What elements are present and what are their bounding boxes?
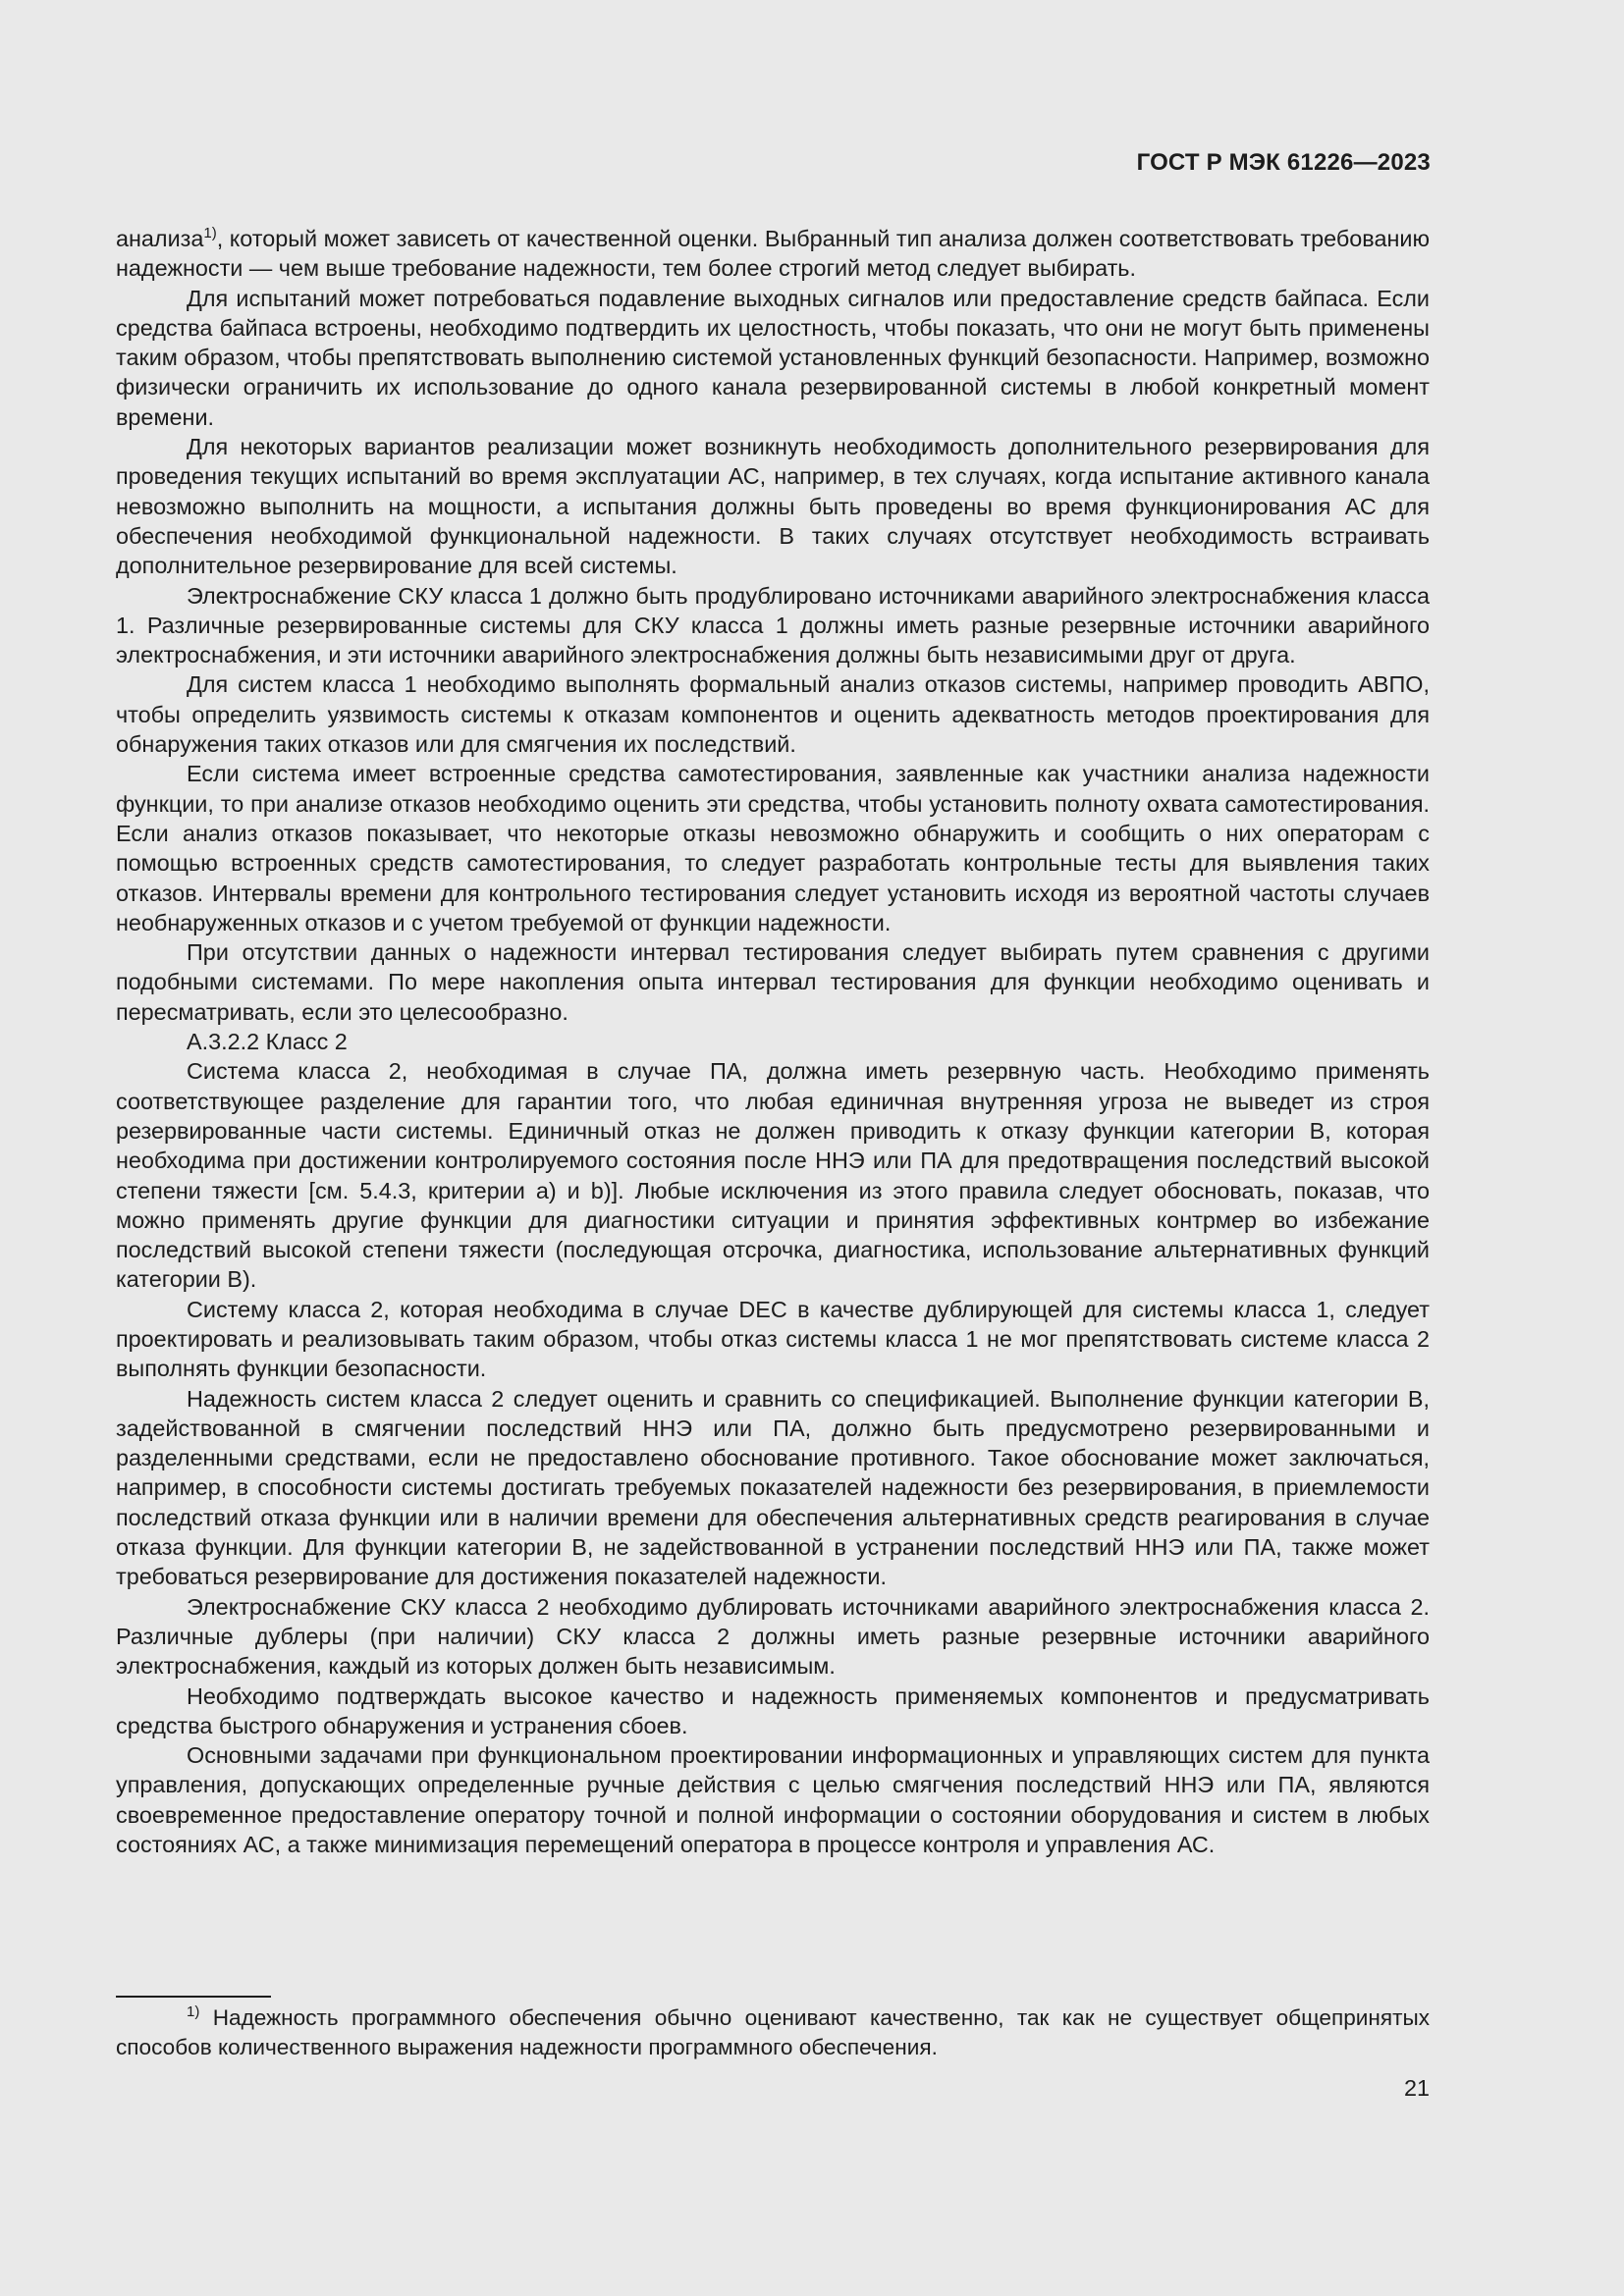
paragraph-11: Электроснабжение СКУ класса 2 необходимо дублировать источниками аварийного электроснабжения класса 2. Различные дублеры (при наличии) СКУ класса 2 должны иметь разные резервные источники аварийного электроснабжения, каждый из которых должен быть независимым.: [116, 1593, 1430, 1680]
body-text: [116, 224, 1430, 1859]
footnote: [116, 2003, 1430, 2062]
footnote-divider: [116, 1996, 271, 1998]
page-number: 21: [1403, 2075, 1430, 2101]
paragraph-13: Основными задачами при функциональном проектировании информационных и управляющих систем для пункта управления, допускающих определенные ручные действия с целью смягчения последствий ННЭ или ПА, являются своевременное предоставление оператору точной и полной информации о состоянии оборудования и систем в любых состояниях АС, а также минимизация перемещений оператора в процессе контроля и управления АС.: [116, 1742, 1430, 1858]
paragraph-1-start: анализа: [116, 226, 204, 251]
paragraph-9: Систему класса 2, которая необходима в случае DEC в качестве дублирующей для системы класса 1, следует проектировать и реализовывать таким образом, чтобы отказ системы класса 1 не мог препятствовать системе класса 2 выполнять функции безопасности.: [116, 1296, 1430, 1382]
paragraph-2: Для испытаний может потребоваться подавление выходных сигналов или предоставление средств байпаса. Если средства байпаса встроены, необходимо подтвердить их целостность, чтобы показать, что они не могут быть применены таким образом, чтобы препятствовать выполнению системой установленных функций безопасности. Например, возможно физически ограничить их использование до одного канала резервированной системы в любой конкретный момент времени.: [116, 285, 1430, 430]
paragraph-1: [116, 224, 1430, 284]
document-header: ГОСТ Р МЭК 61226—2023: [1136, 149, 1431, 176]
footnote-marker: 1): [187, 2003, 200, 2020]
paragraph-12: Необходимо подтверждать высокое качество и надежность применяемых компонентов и предусматривать средства быстрого обнаружения и устранения сбоев.: [116, 1682, 1430, 1738]
paragraph-3: Для некоторых вариантов реализации может возникнуть необходимость дополнительного резервирования для проведения текущих испытаний во время эксплуатации АС, например, в тех случаях, когда испытание активного канала невозможно выполнить на мощности, а испытания должны быть проведены во время функционирования АС для обеспечения необходимой функциональной надежности. В таких случаях отсутствует необходимость встраивать дополнительное резервирование для всей системы.: [116, 434, 1430, 579]
footnote-reference[interactable]: 1): [203, 225, 217, 241]
paragraph-5: Для систем класса 1 необходимо выполнять формальный анализ отказов системы, например проводить АВПО, чтобы определить уязвимость системы к отказам компонентов и оценить адекватность методов проектирования для обнаружения таких отказов или для смягчения их последствий.: [116, 671, 1430, 758]
paragraph-8: Система класса 2, необходимая в случае ПА, должна иметь резервную часть. Необходимо применять соответствующее разделение для гарантии того, что любая единичная внутренняя угроза не выведет из строя резервированные части системы. Единичный отказ не должен приводить к отказу функции категории В, которая необходима при достижении контролируемого состояния после ННЭ или ПА для предотвращения последствий высокой степени тяжести [см. 5.4.3, критерии а) и b)]. Любые исключения из этого правила следует обосновать, показав, что можно применять другие функции для диагностики ситуации и принятия эффективных контрмер во избежание последствий высокой степени тяжести (последующая отсрочка, диагностика, использование альтернативных функций категории В).: [116, 1058, 1430, 1293]
section-heading-a3-2-2: А.3.2.2 Класс 2: [187, 1029, 348, 1055]
paragraph-1-rest: , который может зависеть от качественной оценки. Выбранный тип анализа должен соответствовать требованию надежности — чем выше требование надежности, тем более строгий метод следует выбирать.: [116, 226, 1430, 282]
paragraph-7: При отсутствии данных о надежности интервал тестирования следует выбирать путем сравнения с другими подобными системами. По мере накопления опыта интервал тестирования для функции необходимо оценивать и пересматривать, если это целесообразно.: [116, 939, 1430, 1025]
paragraph-4: Электроснабжение СКУ класса 1 должно быть продублировано источниками аварийного электроснабжения класса 1. Различные резервированные системы для СКУ класса 1 должны иметь разные резервные источники аварийного электроснабжения, и эти источники аварийного электроснабжения должны быть независимыми друг от друга.: [116, 582, 1430, 668]
paragraph-6: Если система имеет встроенные средства самотестирования, заявленные как участники анализа надежности функции, то при анализе отказов необходимо оценить эти средства, чтобы установить полноту охвата самотестирования. Если анализ отказов показывает, что некоторые отказы невозможно обнаружить и сообщить о них операторам с помощью встроенных средств самотестирования, то следует разработать контрольные тесты для выявления таких отказов. Интервалы времени для контрольного тестирования следует установить исходя из вероятной частоты случаев необнаруженных отказов и с учетом требуемой от функции надежности.: [116, 761, 1430, 935]
paragraph-10: Надежность систем класса 2 следует оценить и сравнить со спецификацией. Выполнение функции категории В, задействованной в смягчении последствий ННЭ или ПА, должно быть предусмотрено резервированными и разделенными средствами, если не предоставлено обоснование противного. Такое обоснование может заключаться, например, в способности системы достигать требуемых показателей надежности без резервирования, в приемлемости последствий отказа функции или в наличии времени для обеспечения альтернативных средств реагирования в случае отказа функции. Для функции категории В, не задействованной в устранении последствий ННЭ или ПА, также может требоваться резервирование для достижения показателей надежности.: [116, 1385, 1430, 1590]
footnote-text: Надежность программного обеспечения обычно оценивают качественно, так как не существует общепринятых способов количественного выражения надежности программного обеспечения.: [116, 2005, 1430, 2059]
